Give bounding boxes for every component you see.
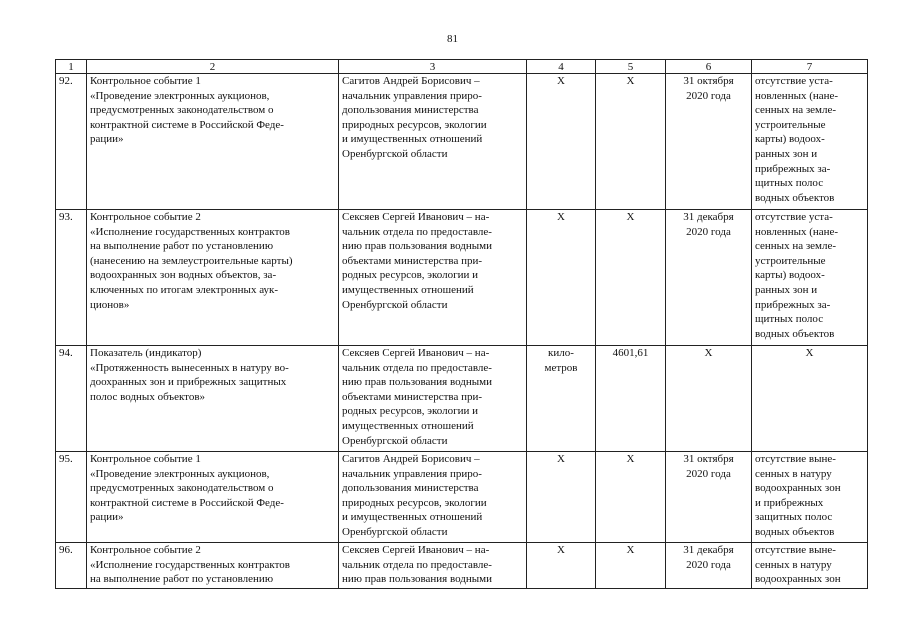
column-header: 3 — [339, 60, 527, 74]
expected-result: отсутствие выне- сенных в натуру водоохранных зон и прибрежных защитных полос водных объектов — [752, 452, 868, 543]
table-row — [56, 210, 868, 346]
column-header: 5 — [596, 60, 666, 74]
deadline-date: 31 декабря 2020 года — [666, 210, 752, 346]
indicator-value: Х — [596, 452, 666, 543]
table-header-row — [56, 60, 868, 74]
responsible-person: Сагитов Андрей Борисович – начальник управления приро- допользования министерства природных ресурсов, экологии и имущественных отношений Оренбургской области — [339, 74, 527, 210]
table-row — [56, 74, 868, 210]
event-name: Показатель (индикатор) «Протяженность вынесенных в натуру во- доохранных зон и прибрежных защитных полос водных объектов» — [87, 346, 339, 452]
unit-of-measure: Х — [527, 74, 596, 210]
table-row — [56, 346, 868, 452]
row-number: 96. — [56, 543, 87, 589]
unit-of-measure: кило- метров — [527, 346, 596, 452]
row-number: 92. — [56, 74, 87, 210]
indicator-value: Х — [596, 74, 666, 210]
unit-of-measure: Х — [527, 452, 596, 543]
event-name: Контрольное событие 1 «Проведение электронных аукционов, предусмотренных законодательством о контрактной системе в Российской Феде- рации» — [87, 74, 339, 210]
table-row — [56, 543, 868, 589]
page-number: 81 — [447, 33, 458, 45]
event-name: Контрольное событие 2 «Исполнение государственных контрактов на выполнение работ по установлению (нанесению на землеустроительные карты) водоохранных зон водных объектов, за- ключенных по итогам электронных аук- ционов» — [87, 210, 339, 346]
indicator-value: Х — [596, 210, 666, 346]
deadline-date: 31 декабря 2020 года — [666, 543, 752, 589]
row-number: 94. — [56, 346, 87, 452]
column-header: 1 — [56, 60, 87, 74]
expected-result: отсутствие уста- новленных (нане- сенных на земле- устроительные карты) водоох- ранных зон и прибрежных за- щитных полос водных объектов — [752, 74, 868, 210]
unit-of-measure: Х — [527, 543, 596, 589]
row-number: 93. — [56, 210, 87, 346]
deadline-date: Х — [666, 346, 752, 452]
deadline-date: 31 октября 2020 года — [666, 452, 752, 543]
responsible-person: Сагитов Андрей Борисович – начальник управления приро- допользования министерства природных ресурсов, экологии и имущественных отношений Оренбургской области — [339, 452, 527, 543]
deadline-date: 31 октября 2020 года — [666, 74, 752, 210]
unit-of-measure: Х — [527, 210, 596, 346]
indicator-value: Х — [596, 543, 666, 589]
expected-result: отсутствие выне- сенных в натуру водоохранных зон — [752, 543, 868, 589]
expected-result: Х — [752, 346, 868, 452]
event-name: Контрольное событие 1 «Проведение электронных аукционов, предусмотренных законодательством о контрактной системе в Российской Феде- рации» — [87, 452, 339, 543]
responsible-person: Сексяев Сергей Иванович – на- чальник отдела по предоставле- нию прав пользования водными объектами министерства при- родных ресурсов, экологии и имущественных отношений Оренбургской области — [339, 346, 527, 452]
indicator-value: 4601,61 — [596, 346, 666, 452]
responsible-person: Сексяев Сергей Иванович – на- чальник отдела по предоставле- нию прав пользования водными — [339, 543, 527, 589]
event-name: Контрольное событие 2 «Исполнение государственных контрактов на выполнение работ по установлению — [87, 543, 339, 589]
responsible-person: Сексяев Сергей Иванович – на- чальник отдела по предоставле- нию прав пользования водными объектами министерства при- родных ресурсов, экологии и имущественных отношений Оренбургской области — [339, 210, 527, 346]
column-header: 4 — [527, 60, 596, 74]
column-header: 6 — [666, 60, 752, 74]
table-row — [56, 452, 868, 543]
row-number: 95. — [56, 452, 87, 543]
expected-result: отсутствие уста- новленных (нане- сенных на земле- устроительные карты) водоох- ранных зон и прибрежных за- щитных полос водных объектов — [752, 210, 868, 346]
program-table — [55, 59, 868, 589]
column-header: 7 — [752, 60, 868, 74]
column-header: 2 — [87, 60, 339, 74]
